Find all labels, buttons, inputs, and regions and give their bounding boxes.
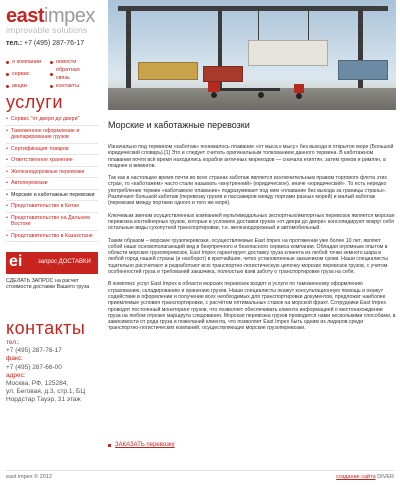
article-paragraph: Таким образом – морские грузоперевозки, осуществляемые East Impex на протяжении уже более 10 лет, являют собой наше основополагающий вид в безупречного и безопасного сервиса компании. Обладая огромным опытом в области морских грузоперевозок, East Impex гарантирует доставку груза клиента из любой точки земного шара в любой город нашей страны (и наоборот) в кратчайшие, четко установленные заказчиком сроки. Наши специалисты тщательно рассчитают и разработают всю транспортно-логистическую цепочку морских перевозок грузов, с учетом особенностей груза и требований заказчика, полностью взяв заботу о транспортировке груза на себя.	[108, 237, 388, 276]
menu-item-label: Представительство в Казахстане	[11, 232, 93, 239]
delivery-request-banner[interactable]	[6, 252, 98, 274]
nav-link-label: новости	[56, 59, 77, 65]
menu-item-certification[interactable]	[6, 144, 98, 156]
nav-link-service[interactable]	[6, 66, 50, 82]
logo-text-east: east	[6, 5, 45, 27]
menu-item-door-to-door[interactable]	[6, 114, 98, 126]
bullet-icon	[50, 73, 53, 76]
menu-item-kazakhstan[interactable]	[6, 231, 98, 243]
services-menu	[6, 114, 98, 242]
bullet-icon: •	[6, 180, 8, 186]
contact-details	[6, 339, 98, 405]
logo[interactable]	[6, 6, 96, 35]
address-label: адрес:	[6, 371, 26, 379]
menu-item-label: Таможенное оформление и декларирование грузов	[11, 127, 80, 140]
address-line-2: ул. Беговая, д.3, стр.1, БЦ	[6, 388, 86, 396]
bullet-icon: •	[6, 157, 8, 163]
nav-link-news[interactable]	[50, 58, 94, 66]
logo-text-impex: impex	[44, 5, 95, 27]
menu-item-label: Представительство в Китае	[11, 203, 80, 209]
menu-item-far-east[interactable]	[6, 213, 98, 231]
footer-divider	[6, 470, 394, 471]
delivery-request-note[interactable]: СДЕЛАТЬ ЗАПРОС на расчет стоимости доставки Вашего груза	[6, 278, 90, 291]
menu-item-label: Железнодорожные перевозки	[11, 168, 85, 175]
bullet-icon: •	[6, 232, 8, 239]
main-content	[108, 0, 396, 486]
menu-item-label: Сервис "от двери до двери"	[11, 116, 80, 122]
article-paragraph: Ключевым звеном осуществленных компанией мультимодальных экспортных/импортных перевозок является морская перевозка контейнерных грузов, которые в условиях доставки грузов «от двери до двери» консолидируют вокруг себя остальные виды сухопутной транспортировки, т.е. железнодорожный и автомобильный.	[108, 212, 395, 232]
footer-copyright: east impex © 2012	[6, 474, 52, 480]
ei-logo: ei	[9, 253, 23, 270]
bullet-icon	[6, 61, 9, 64]
menu-item-storage[interactable]	[6, 155, 98, 167]
menu-item-china[interactable]	[6, 201, 98, 213]
logo-tagline: improvable solutions	[6, 25, 88, 35]
nav-link-label: акции	[12, 83, 27, 89]
bullet-icon	[6, 73, 9, 76]
nav-link-label: сервис	[12, 71, 30, 77]
article-body	[108, 144, 396, 338]
contacts-heading: контакты	[6, 318, 86, 338]
menu-item-label: Морские и каботажные перевозки	[11, 191, 95, 198]
left-column	[0, 0, 98, 486]
menu-item-customs[interactable]	[6, 126, 98, 144]
page-title: Морские и каботажные перевозки	[108, 120, 250, 130]
bullet-icon: •	[6, 116, 8, 122]
services-heading: услуги	[6, 92, 63, 112]
menu-item-railway[interactable]	[6, 167, 98, 179]
bullet-icon: •	[6, 145, 8, 152]
article-paragraph: В комплекс услуг East Impex в области морских перевозок входят и услуги по таможенному оформлению страхованию, складированию и хранению грузов. Наши специалисты окажут консультационную помощь и окажут содействие в оформлении и получении всех необходимых для транспортировки документов, предложат наиболее приемлемые условия транспортировки, с расчётом оптимальных ставок на морской фрахт. Сотрудники East Impex проводят постоянный мониторинг грузов, что позволяет обеспечивать клиента информацией о местонахождении груза на любом отрезке маршрута следования. Морская перевозка грузов проводится нами несколькими способами, в зависимости от рода груза и пожеланий клиента, что позволяет East Impex быть одним из лидеров среди транспортно-логистических компаний, осуществляющих морские грузоперевозки.	[108, 281, 396, 332]
nav-link-label: контакты	[56, 83, 80, 89]
address-line-3: Нордстар Тауэр, 31 этаж	[6, 396, 81, 404]
bullet-icon: •	[6, 203, 8, 209]
tel-label: тел.:	[6, 339, 20, 346]
nav-link-contacts[interactable]	[50, 82, 94, 90]
nav-link-label: обратная связь	[55, 67, 80, 81]
footer-credits	[336, 474, 394, 480]
bullet-icon	[6, 85, 9, 88]
delivery-request-label: запрос ДОСТАВКИ	[38, 259, 91, 265]
nav-link-label: о компании	[12, 59, 42, 65]
bullet-icon	[50, 85, 53, 88]
header-phone	[6, 40, 84, 47]
article-paragraph: Так как в настоящее время почти во всех странах каботаж является исключительным правом торгового флота этих стран, то «каботажем» часто стали называть «внутренний» (юридическое), иначе «юридический». То есть нередко употребление термин «каботажное плавание» подразумевает под ним «плавание без выхода за границы страны». Различают большой каботаж (перевозку грузов и пассажиров между портами разных морей) и малый каботаж (перевозки между портами одного и того же моря).	[108, 175, 387, 207]
bullet-icon: •	[6, 191, 8, 198]
menu-item-label: Представительство на Дальнем Востоке	[11, 214, 90, 227]
menu-item-label: Ответственное хранение	[11, 157, 73, 163]
menu-item-sea[interactable]	[6, 190, 98, 202]
bullet-icon: •	[6, 168, 8, 175]
bullet-icon	[108, 444, 111, 447]
fax-label: факс:	[6, 355, 23, 363]
bullet-icon: •	[6, 214, 8, 221]
address-line-1: Москва, РФ, 125284,	[6, 380, 69, 388]
site-credit-link[interactable]: создание сайта	[336, 474, 376, 480]
order-transport-label: ЗАКАЗАТЬ перевозку	[115, 442, 175, 448]
hero-photo	[108, 0, 396, 110]
phone-label: тел.:	[6, 40, 23, 47]
nav-link-feedback[interactable]	[50, 66, 94, 82]
fax-value: +7 (495) 287-66-00	[6, 363, 62, 371]
nav-link-promo[interactable]	[6, 82, 50, 90]
top-nav	[6, 58, 98, 90]
article-paragraph: Изначально под термином «каботаж» понималось плавание «от мыса к мысу» без выхода в открытое море (Большой юридический словарь).[1] Это и следует считать оригинальным толкованием данного термина. В каботажном плавании почти всё время находились корабли античных мореходов — сначала египтян, затем греков и римлян, а позднее и викингов.	[108, 144, 394, 169]
bullet-icon: •	[6, 127, 8, 134]
site-author: DIVER	[377, 474, 394, 480]
tel-value: +7 (495) 287-76-17	[6, 347, 62, 355]
menu-item-auto[interactable]	[6, 178, 98, 190]
nav-link-about[interactable]	[6, 58, 50, 66]
phone-number: +7 (495) 287-76-17	[24, 40, 85, 47]
menu-item-label: Автоперевозки	[11, 180, 48, 186]
bullet-icon	[50, 61, 53, 64]
order-transport-link[interactable]	[108, 442, 175, 448]
menu-item-label: Сертификация товаров	[11, 145, 69, 152]
